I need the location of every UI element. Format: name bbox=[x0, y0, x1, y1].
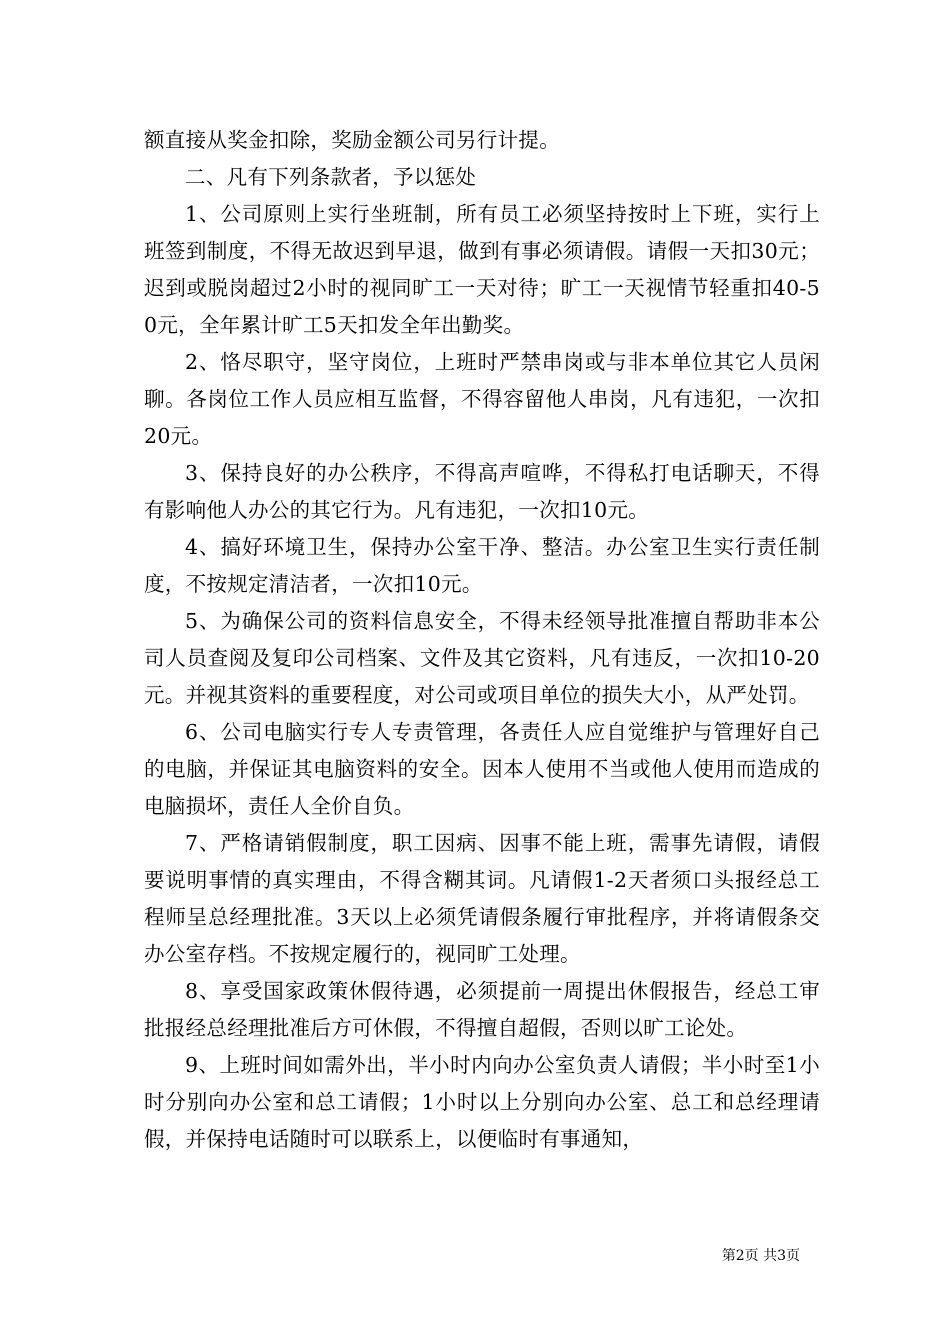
clause-4: 4、搞好环境卫生，保持办公室干净、整洁。办公室卫生实行责任制度，不按规定清洁者，一次扣10元。 bbox=[144, 535, 820, 596]
clause-9: 9、上班时间如需外出，半小时内向办公室负责人请假；半小时至1小时分别向办公室和总工请假；1小时以上分别向办公室、总工和总经理请假，并保持电话随时可以联系上，以便临时有事通知， bbox=[144, 1053, 820, 1151]
clause-2: 2、恪尽职守，坚守岗位，上班时严禁串岗或与非本单位其它人员闲聊。各岗位工作人员应相互监督，不得容留他人串岗，凡有违犯，一次扣20元。 bbox=[144, 350, 820, 448]
clause-8: 8、享受国家政策休假待遇，必须提前一周提出休假报告，经总工审批报经总经理批准后方可休假，不得擅自超假，否则以旷工论处。 bbox=[144, 979, 820, 1040]
clause-7: 7、严格请销假制度，职工因病、因事不能上班，需事先请假，请假要说明事情的真实理由，不得含糊其词。凡请假1-2天者须口头报经总工程师呈总经理批准。3天以上必须凭请假条履行审批程序，并将请假条交办公室存档。不按规定履行的，视同旷工处理。 bbox=[144, 831, 820, 966]
clause-5: 5、为确保公司的资料信息安全，不得未经领导批准擅自帮助非本公司人员查阅及复印公司档案、文件及其它资料，凡有违反，一次扣10-20元。并视其资料的重要程度，对公司或项目单位的损失大小，从严处罚。 bbox=[144, 609, 820, 707]
clause-1: 1、公司原则上实行坐班制，所有员工必须坚持按时上下班，实行上班签到制度，不得无故迟到早退，做到有事必须请假。请假一天扣30元；迟到或脱岗超过2小时的视同旷工一天对待；旷工一天视情节轻重扣40-50元，全年累计旷工5天扣发全年出勤奖。 bbox=[144, 202, 820, 337]
paragraph-continuation: 额直接从奖金扣除，奖励金额公司另行计提。 bbox=[144, 128, 560, 152]
page-number-footer: 第2页 共3页 bbox=[721, 1248, 800, 1264]
document-body bbox=[144, 122, 820, 1158]
section-heading: 二、凡有下列条款者，予以惩处 bbox=[185, 165, 477, 189]
clause-3: 3、保持良好的办公秩序，不得高声喧哗，不得私打电话聊天，不得有影响他人办公的其它行为。凡有违犯，一次扣10元。 bbox=[144, 461, 820, 522]
clause-6: 6、公司电脑实行专人专责管理，各责任人应自觉维护与管理好自己的电脑，并保证其电脑资料的安全。因本人使用不当或他人使用而造成的电脑损坏，责任人全价自负。 bbox=[144, 720, 820, 818]
